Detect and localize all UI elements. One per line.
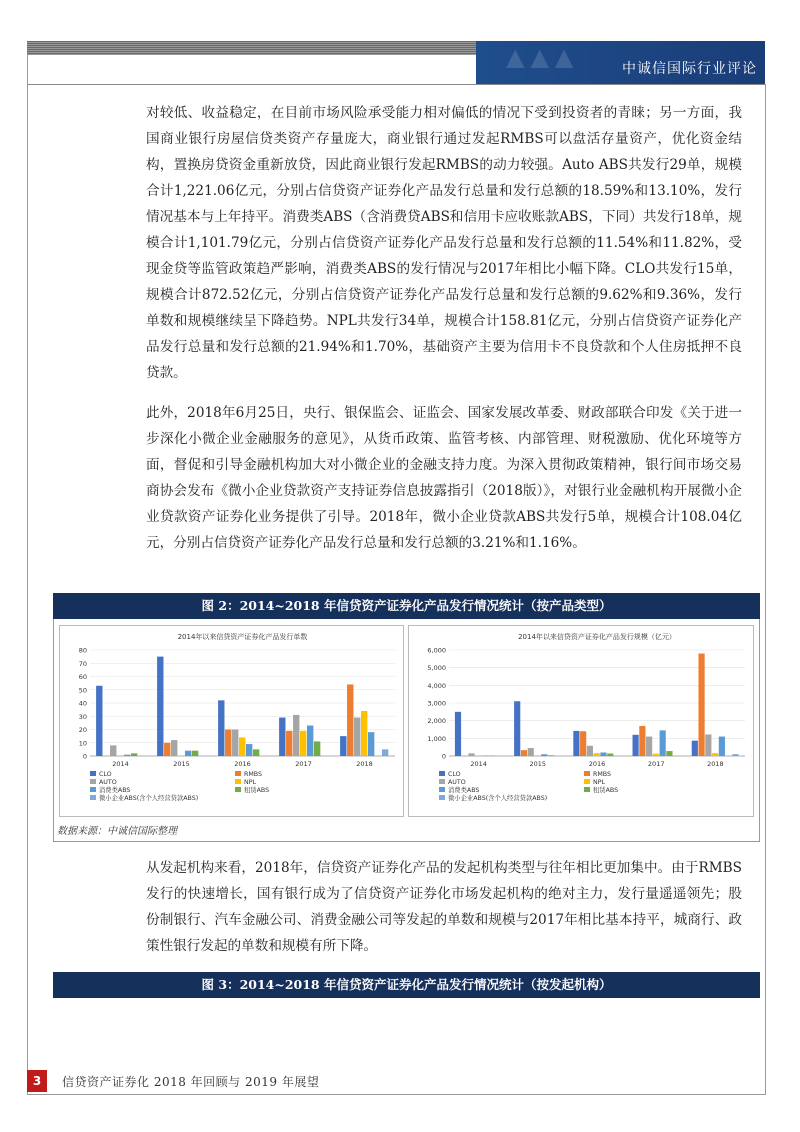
bar (698, 654, 704, 756)
bar (455, 712, 461, 756)
bar (218, 700, 224, 756)
chart-volume-box (408, 625, 754, 817)
bar (110, 745, 116, 756)
bar (293, 715, 299, 756)
bar (633, 735, 639, 756)
bar (732, 754, 738, 756)
y-tick-label: 30 (78, 712, 87, 721)
bar (541, 754, 547, 756)
bar (705, 734, 711, 756)
bar (300, 731, 306, 756)
bar (653, 754, 659, 756)
bar (548, 755, 554, 756)
legend-label: CLO (99, 771, 112, 778)
bar (185, 751, 191, 756)
bar (646, 737, 652, 756)
bar (239, 737, 245, 756)
bar (225, 730, 231, 757)
bar (232, 730, 238, 757)
bar (712, 753, 718, 756)
bar (192, 751, 198, 756)
brand-title: 中诚信国际行业评论 (622, 61, 757, 77)
x-tick-label: 2017 (295, 760, 312, 768)
bar (253, 749, 259, 756)
bar (157, 657, 163, 756)
legend-swatch (439, 779, 445, 784)
x-tick-label: 2016 (588, 760, 606, 768)
legend-swatch (90, 771, 96, 776)
bar (347, 684, 353, 756)
chart-title: 2014年以来信贷资产证券化产品发行规模（亿元） (518, 633, 676, 641)
legend-label: 租赁ABS (593, 787, 619, 794)
bar (124, 755, 130, 756)
bar (573, 731, 579, 756)
bottom-border (27, 1094, 765, 1095)
y-tick-label: 3,000 (427, 699, 446, 708)
legend-label: 消费类ABS (99, 787, 131, 794)
bar (521, 750, 527, 756)
bar (607, 754, 613, 756)
bar (382, 749, 388, 756)
bar (594, 753, 600, 756)
bar (361, 711, 367, 756)
legend-swatch (90, 787, 96, 792)
brand-decoration: ▲▲▲ (506, 43, 580, 71)
y-tick-label: 70 (78, 659, 87, 668)
bar (131, 753, 137, 756)
legend-swatch (235, 779, 241, 784)
x-tick-label: 2018 (356, 760, 373, 768)
x-tick-label: 2014 (470, 760, 487, 768)
legend-swatch (439, 795, 445, 800)
legend-swatch (235, 787, 241, 792)
chart-count-box (59, 625, 404, 817)
bar (164, 743, 170, 756)
bar (307, 726, 313, 756)
legend-swatch (584, 779, 590, 784)
legend-label: AUTO (448, 779, 466, 786)
y-tick-label: 5,000 (427, 664, 446, 673)
y-tick-label: 60 (78, 673, 87, 681)
y-tick-label: 6,000 (427, 646, 446, 655)
legend-label: RMBS (593, 771, 612, 778)
y-tick-label: 0 (441, 752, 446, 761)
bar (692, 741, 698, 756)
x-tick-label: 2015 (529, 760, 547, 768)
bar (286, 731, 292, 756)
y-tick-label: 50 (78, 686, 87, 695)
y-tick-label: 1,000 (427, 734, 446, 743)
y-tick-label: 40 (78, 699, 87, 708)
legend-swatch (439, 787, 445, 792)
legend-label: NPL (593, 779, 606, 786)
x-tick-label: 2017 (647, 760, 665, 768)
y-tick-label: 80 (78, 646, 87, 655)
page-number: 3 (27, 1070, 47, 1092)
bar (368, 732, 374, 756)
footer-title: 信贷资产证券化 2018 年回顾与 2019 年展望 (62, 1075, 320, 1089)
chart-count (60, 626, 403, 816)
legend-swatch (235, 771, 241, 776)
legend-label: RMBS (244, 771, 263, 778)
y-tick-label: 20 (78, 726, 87, 734)
left-border (27, 55, 28, 1095)
x-tick-label: 2015 (173, 760, 190, 768)
chart-volume (409, 626, 753, 816)
paragraph-products: 对较低、收益稳定，在目前市场风险承受能力相对偏低的情况下受到投资者的青睐；另一方面，我国商业银行房屋信贷类资产存量庞大，商业银行通过发起RMBS可以盘活存量资产，优化资金结构，置换房贷资金重新放贷，因此商业银行发起RMBS的动力较强。Auto ABS共发行29单，规模合计1,221.06亿元，分别占信贷资产证券化产品发行总量和发行总额的18.59%和13.10%，发行情况基本与上年持平。消费类ABS（含消费贷ABS和信用卡应收账款ABS，下同）共发行18单，规模合计1,101.79亿元，分别占信贷资产证券化产品发行总量和发行总额的11.54%和11.82%，受现金贷等监管政策趋严影响，消费类ABS的发行情况与2017年相比小幅下降。CLO共发行15单，规模合计872.52亿元，分别占信贷资产证券化产品发行总量和发行总额的9.62%和9.36%，发行单数和规模继续呈下降趋势。NPL共发行34单，规模合计158.81亿元，分别占信贷资产证券化产品发行总量和发行总额的21.94%和1.70%，基础资产主要为信用卡不良贷款和个人住房抵押不良贷款。 (146, 105, 742, 381)
bar (171, 740, 177, 756)
right-border (765, 84, 766, 1095)
x-tick-label: 2016 (234, 760, 251, 768)
figure3-title: 图 3：2014~2018 年信贷资产证券化产品发行情况统计（按发起机构） (53, 972, 760, 998)
bar (580, 731, 586, 756)
legend-label: 消费类ABS (448, 787, 480, 794)
bar (279, 718, 285, 756)
bar (246, 744, 252, 756)
y-tick-label: 0 (82, 752, 87, 761)
header-divider (27, 84, 765, 85)
bar (660, 730, 666, 756)
figure2-source: 数据来源：中诚信国际整理 (57, 826, 177, 837)
legend-label: AUTO (99, 779, 117, 786)
bar (514, 701, 520, 756)
legend-label: 微小企业ABS(含个人经营贷款ABS) (99, 795, 199, 802)
legend-label: NPL (244, 779, 257, 786)
header-brand-box (476, 41, 765, 84)
y-tick-label: 4,000 (427, 681, 446, 690)
x-tick-label: 2014 (112, 760, 129, 768)
y-tick-label: 10 (78, 739, 87, 748)
bar (587, 746, 593, 756)
bar (468, 753, 474, 756)
legend-swatch (90, 795, 96, 800)
bar (719, 737, 725, 756)
legend-swatch (584, 787, 590, 792)
y-tick-label: 2,000 (427, 717, 446, 726)
legend-label: CLO (448, 771, 461, 778)
bar (639, 726, 645, 756)
paragraph-smallbiz: 此外，2018年6月25日，央行、银保监会、证监会、国家发展改革委、财政部联合印发《关于进一步深化小微企业金融服务的意见》，从货币政策、监管考核、内部管理、财税激励、优化环境等方面，督促和引导金融机构加大对小微企业的金融支持力度。为深入贯彻政策精神，银行间市场交易商协会发布《微小企业贷款资产支持证券信息披露指引（2018版）》，对银行业金融机构开展微小企业贷款资产证券化业务提供了引导。2018年，微小企业贷款ABS共发行5单，规模合计108.04亿元，分别占信贷资产证券化产品发行总量和发行总额的3.21%和1.16%。 (146, 405, 742, 551)
bar (666, 751, 672, 756)
legend-swatch (439, 771, 445, 776)
bar (340, 736, 346, 756)
legend-label: 租赁ABS (244, 787, 270, 794)
bar (600, 752, 606, 756)
paragraph-originators: 从发起机构来看，2018年，信贷资产证券化产品的发起机构类型与往年相比更加集中。由于RMBS发行的快速增长，国有银行成为了信贷资产证券化市场发起机构的绝对主力，发行量遥遥领先；股份制银行、汽车金融公司、消费金融公司等发起的单数和规模与2017年相比基本持平，城商行、政策性银行发起的单数和规模有所下降。 (146, 860, 742, 954)
legend-swatch (90, 779, 96, 784)
chart-title: 2014年以来信贷资产证券化产品发行单数 (177, 633, 308, 641)
legend-label: 微小企业ABS(含个人经营贷款ABS) (448, 795, 548, 802)
figure2-title: 图 2：2014~2018 年信贷资产证券化产品发行情况统计（按产品类型） (53, 593, 760, 619)
legend-swatch (584, 771, 590, 776)
bar (528, 748, 534, 756)
bar (354, 718, 360, 756)
bar (314, 741, 320, 756)
bar (96, 686, 102, 756)
x-tick-label: 2018 (707, 760, 724, 768)
